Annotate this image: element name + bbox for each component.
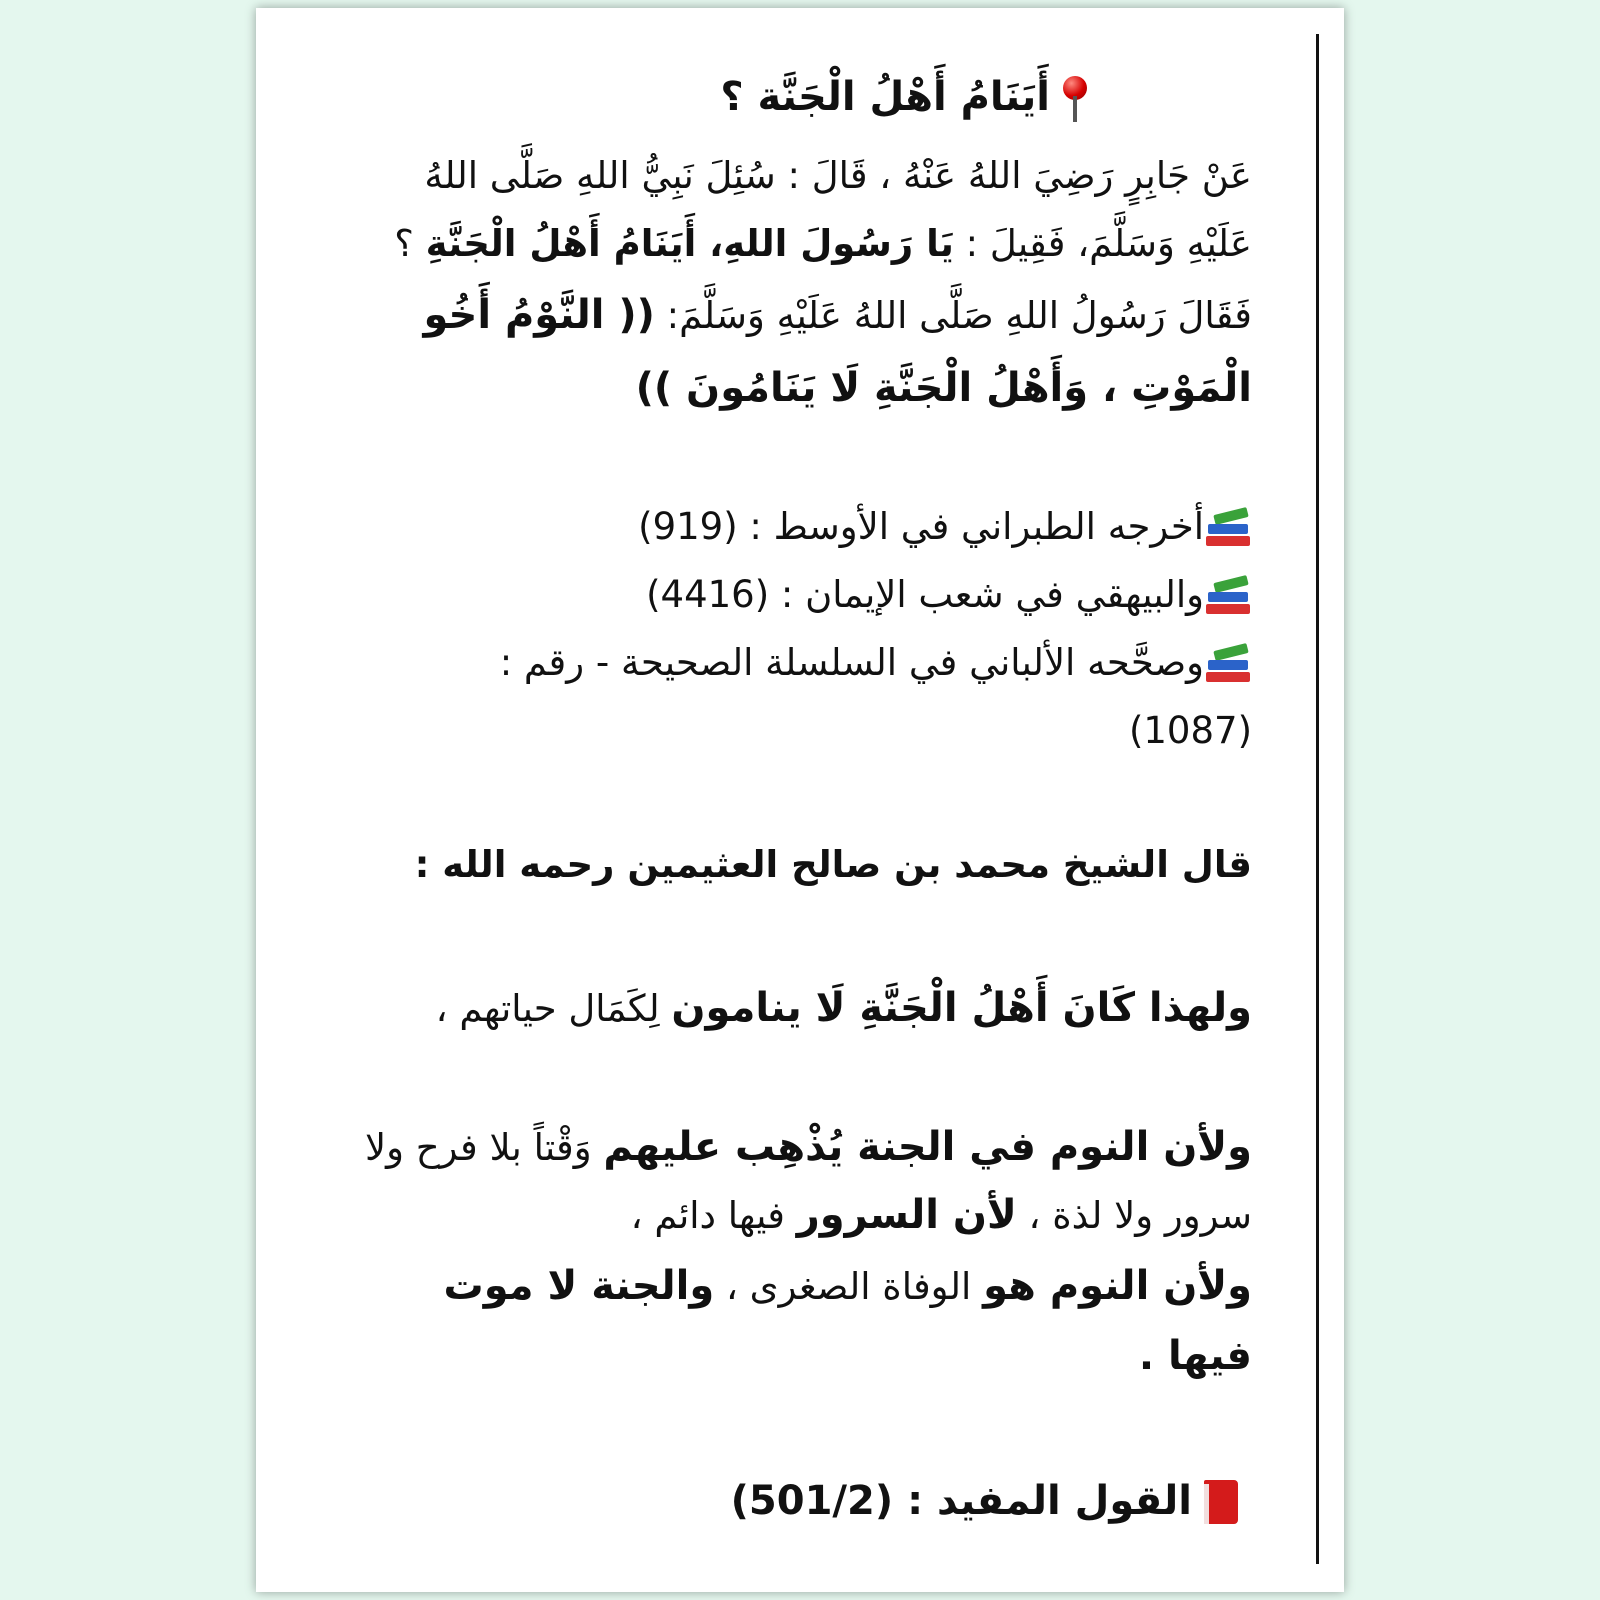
commentary-line-2 bbox=[364, 1124, 1252, 1170]
commentary-4-bold-2: والجنة لا موت bbox=[443, 1263, 715, 1309]
sheikh-line: قال الشيخ محمد بن صالح العثيمين رحمه الله : bbox=[414, 843, 1252, 886]
books-icon bbox=[1206, 577, 1252, 617]
red-book-icon bbox=[1204, 1480, 1240, 1526]
reference-text: أخرجه الطبراني في الأوسط : (919) bbox=[638, 505, 1204, 548]
commentary-2-normal: وَقْتاً بلا فرح ولا bbox=[364, 1126, 604, 1169]
reference-item bbox=[646, 573, 1252, 617]
books-icon bbox=[1206, 509, 1252, 549]
hadith-line-2-end: ؟ bbox=[394, 222, 426, 265]
reference-item bbox=[499, 641, 1252, 685]
hadith-line-2-bold: يَا رَسُولَ اللهِ، أَيَنَامُ أَهْلُ الْجَنَّةِ bbox=[425, 222, 954, 265]
commentary-2-bold: ولأن النوم في الجنة يُذْهِب عليهم bbox=[603, 1124, 1252, 1170]
commentary-4-normal: الوفاة الصغرى ، bbox=[714, 1265, 984, 1308]
source-text: القول المفيد : (501/2) bbox=[730, 1478, 1192, 1524]
commentary-line-5: فيها . bbox=[1138, 1333, 1252, 1379]
commentary-3-normal-2: فيها دائم ، bbox=[630, 1194, 797, 1237]
commentary-line-1 bbox=[435, 985, 1252, 1031]
hadith-line-3-normal: فَقَالَ رَسُولُ اللهِ صَلَّى اللهُ عَلَيْهِ وَسَلَّمَ: bbox=[654, 294, 1252, 337]
hadith-line-1: عَنْ جَابِرٍ رَضِيَ اللهُ عَنْهُ ، قَالَ : سُئِلَ نَبِيُّ اللهِ صَلَّى اللهُ bbox=[424, 154, 1252, 197]
hadith-line-3 bbox=[423, 292, 1252, 338]
title bbox=[720, 76, 1088, 122]
commentary-4-bold-1: ولأن النوم هو bbox=[983, 1263, 1252, 1309]
commentary-1-normal: لِكَمَال حياتهم ، bbox=[435, 987, 672, 1030]
round-pushpin-icon bbox=[1062, 76, 1088, 122]
reference-text: والبيهقي في شعب الإيمان : (4416) bbox=[646, 573, 1204, 616]
commentary-3-bold: لأن السرور bbox=[796, 1192, 1017, 1238]
source-line bbox=[731, 1480, 1240, 1526]
commentary-line-3 bbox=[630, 1192, 1252, 1238]
hadith-line-4: الْمَوْتِ ، وَأَهْلُ الْجَنَّةِ لَا يَنَامُونَ )) bbox=[635, 365, 1252, 411]
hadith-line-3-bold: (( النَّوْمُ أَخُو bbox=[423, 292, 655, 338]
reference-number: (1087) bbox=[1128, 709, 1252, 752]
commentary-1-bold: ولهذا كَانَ أَهْلُ الْجَنَّةِ لَا ينامون bbox=[671, 985, 1252, 1031]
reference-text: وصحَّحه الألباني في السلسلة الصحيحة - رقم : bbox=[499, 641, 1204, 684]
reference-item bbox=[638, 505, 1252, 549]
commentary-3-normal-1: سرور ولا لذة ، bbox=[1016, 1194, 1252, 1237]
title-text: أَيَنَامُ أَهْلُ الْجَنَّة ؟ bbox=[720, 74, 1050, 120]
commentary-line-4 bbox=[443, 1263, 1252, 1309]
hadith-line-2-normal: عَلَيْهِ وَسَلَّمَ، فَقِيلَ : bbox=[953, 222, 1252, 265]
hadith-line-2 bbox=[394, 222, 1252, 265]
books-icon bbox=[1206, 645, 1252, 685]
